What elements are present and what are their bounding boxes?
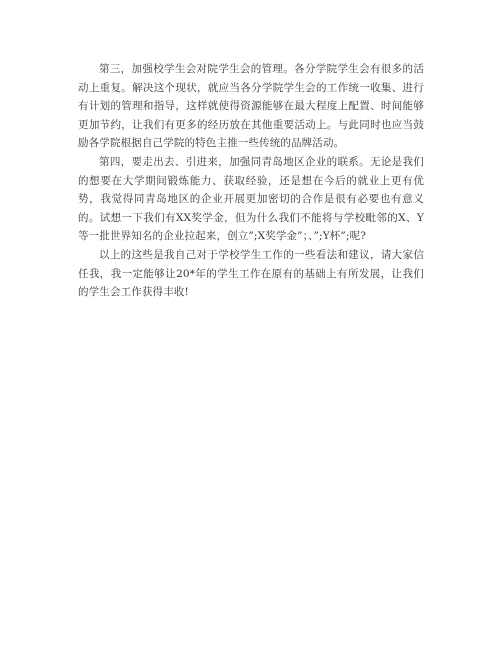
paragraph-closing: 以上的这些是我自己对于学校学生工作的一些看法和建议，请大家信任我，我一定能够让20*年的学生工作在原有的基础上有所发展，让我们的学生会工作获得丰收! [78,248,424,299]
paragraph-4-enterprise-cooperation: 第四，要走出去、引进来，加强同青岛地区企业的联系。无论是我们的想要在大学期间锻炼能力、获取经验，还是想在今后的就业上更有优势，我觉得同青岛地区的企业开展更加密切的合作是很有必要也有意义的。试想一下我们有XX奖学金，但为什么我们不能将与学校毗邻的X、Y等一批世界知名的企业拉起来，创立”;X奖学金”；、”;Y杯”;呢? [78,155,424,243]
paragraph-3-student-union-management: 第三，加强校学生会对院学生会的管理。各分学院学生会有很多的活动上重复。解决这个现状，就应当各分学院学生会的工作统一收集、进行有计划的管理和指导，这样就使得资源能够在最大程度上配置、时间能够更加节约，让我们有更多的经历放在其他重要活动上。与此同时也应当鼓励各学院根据自己学院的特色主推一些传统的品牌活动。 [78,63,424,150]
document-body [78,60,424,302]
